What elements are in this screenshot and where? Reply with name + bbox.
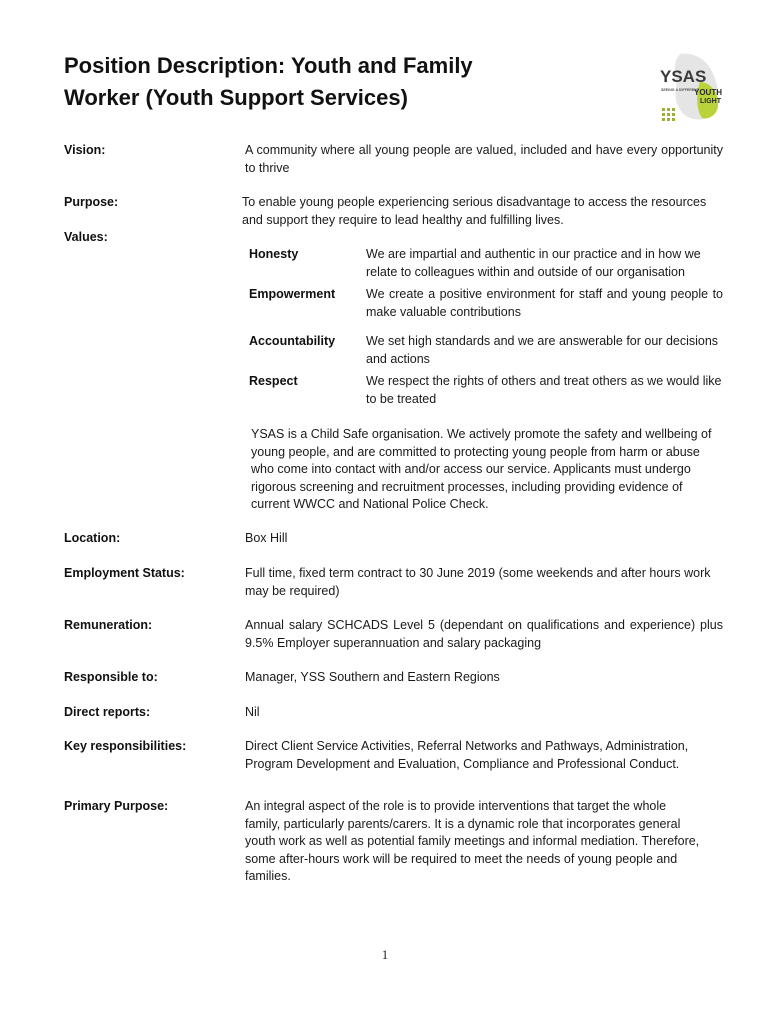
logo-tagline-youth: YOUTH: [694, 88, 722, 97]
location-text: Box Hill: [245, 531, 288, 545]
child-safe-statement: YSAS is a Child Safe organisation. We actively promote the safety and wellbeing of young people, and are committed to protecting young people from harm or abuse who come into contact with and/or access our service. Applicants must undergo rigorous screening and recruitment processes, including providing evidence of current WWCC and National Police Check.: [251, 427, 712, 511]
value-text-accountability: We set high standards and we are answerable for our decisions and actions: [366, 334, 719, 366]
page-title: [64, 50, 584, 114]
employment-status-text: Full time, fixed term contract to 30 June 2019 (some weekends and after hours work may be required): [245, 566, 711, 598]
direct-reports-text: Nil: [245, 705, 260, 719]
responsible-to-label: Responsible to:: [64, 670, 158, 684]
primary-purpose-text: An integral aspect of the role is to provide interventions that target the whole family, particularly parents/carers. It is a dynamic role that incorporates general youth work as well as potential family meetings and informal mediation. Therefore, some after-hours work will be required to meet the needs of young people and families.: [245, 799, 700, 883]
value-text-empowerment: We create a positive environment for staff and young people to make valuable contributions: [366, 287, 723, 319]
value-text-respect: We respect the rights of others and treat others as we would like to be treated: [366, 374, 722, 406]
vision-text: A community where all young people are valued, included and have every opportunity to thrive: [245, 143, 723, 175]
page-number: 1: [381, 948, 389, 962]
values-label: Values:: [64, 230, 108, 244]
value-text-honesty: We are impartial and authentic in our practice and in how we relate to colleagues within and outside of our organisation: [366, 247, 701, 279]
responsible-to-text: Manager, YSS Southern and Eastern Regions: [245, 670, 500, 684]
value-name-accountability: Accountability: [249, 334, 336, 348]
logo-name: YSAS: [660, 67, 707, 86]
page-title-line-1: Position Description: Youth and Family: [64, 53, 473, 78]
value-name-respect: Respect: [249, 374, 298, 388]
value-name-honesty: Honesty: [249, 247, 299, 261]
direct-reports-label: Direct reports:: [64, 705, 151, 719]
remuneration-text: Annual salary SCHCADS Level 5 (dependant on qualifications and experience) plus 9.5% Employer superannuation and salary packaging: [245, 618, 723, 650]
purpose-text: To enable young people experiencing serious disadvantage to access the resources and support they require to lead healthy and fulfilling lives.: [242, 195, 707, 227]
logo-dot-grid: [662, 108, 675, 121]
ysas-logo: [656, 52, 724, 124]
location-label: Location:: [64, 531, 121, 545]
key-responsibilities-label: Key responsibilities:: [64, 739, 187, 753]
employment-status-label: Employment Status:: [64, 566, 185, 580]
vision-label: Vision:: [64, 143, 106, 157]
value-name-empowerment: Empowerment: [249, 287, 336, 301]
logo-tagline-light: LIGHT: [700, 98, 721, 105]
remuneration-label: Remuneration:: [64, 618, 153, 632]
primary-purpose-label: Primary Purpose:: [64, 799, 169, 813]
key-responsibilities-text: Direct Client Service Activities, Referral Networks and Pathways, Administration, Program Development and Evaluation, Compliance and Professional Conduct.: [245, 739, 689, 771]
logo-tagline-left: SEEING A DIFFERENT: [661, 88, 700, 92]
purpose-label: Purpose:: [64, 195, 119, 209]
page-title-line-2: Worker (Youth Support Services): [64, 85, 408, 110]
